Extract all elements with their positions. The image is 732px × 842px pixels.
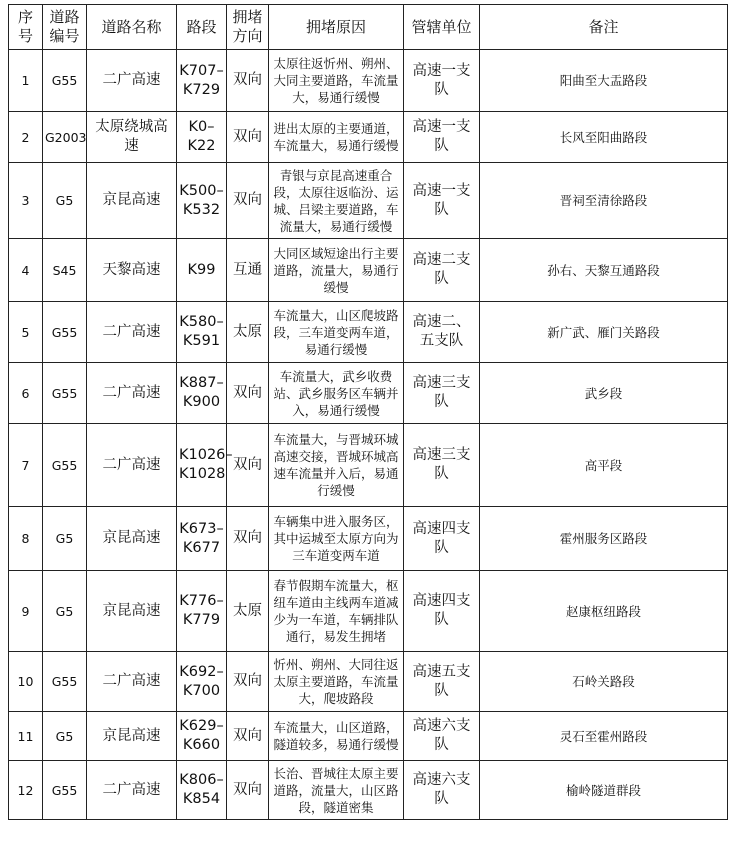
cell-segment: K776–K779 xyxy=(177,571,227,652)
header-direction: 拥堵方向 xyxy=(227,5,269,50)
cell-name: 天黎高速 xyxy=(87,239,177,302)
cell-name: 二广高速 xyxy=(87,302,177,363)
cell-no: 2 xyxy=(9,112,43,163)
cell-name: 二广高速 xyxy=(87,652,177,712)
cell-code: G2003 xyxy=(43,112,87,163)
cell-note: 高平段 xyxy=(480,424,728,507)
table-row xyxy=(9,571,728,652)
cell-reason: 春节假期车流量大，枢纽车道由主线两车道减少为一车道，车辆排队通行，易发生拥堵 xyxy=(269,571,404,652)
header-no: 序号 xyxy=(9,5,43,50)
cell-direction: 双向 xyxy=(227,652,269,712)
cell-unit: 高速三支队 xyxy=(404,363,480,424)
cell-segment: K887–K900 xyxy=(177,363,227,424)
table-row xyxy=(9,507,728,571)
cell-direction: 太原 xyxy=(227,302,269,363)
cell-direction: 双向 xyxy=(227,712,269,761)
cell-reason: 长治、晋城往太原主要道路，流量大，山区路段，隧道密集 xyxy=(269,761,404,820)
cell-no: 11 xyxy=(9,712,43,761)
table-row xyxy=(9,50,728,112)
cell-note: 晋祠至清徐路段 xyxy=(480,163,728,239)
cell-name: 二广高速 xyxy=(87,50,177,112)
cell-reason: 进出太原的主要通道，车流量大，易通行缓慢 xyxy=(269,112,404,163)
cell-direction: 互通 xyxy=(227,239,269,302)
cell-name: 二广高速 xyxy=(87,363,177,424)
table-row xyxy=(9,424,728,507)
cell-segment: K99 xyxy=(177,239,227,302)
table-row xyxy=(9,112,728,163)
cell-segment: K1026–K1028 xyxy=(177,424,227,507)
table-row xyxy=(9,302,728,363)
congestion-table xyxy=(8,4,728,820)
table-row xyxy=(9,761,728,820)
cell-unit: 高速一支队 xyxy=(404,50,480,112)
cell-reason: 忻州、朔州、大同往返太原主要道路，车流量大，爬坡路段 xyxy=(269,652,404,712)
header-unit: 管辖单位 xyxy=(404,5,480,50)
cell-unit: 高速三支队 xyxy=(404,424,480,507)
cell-direction: 双向 xyxy=(227,112,269,163)
cell-code: G5 xyxy=(43,712,87,761)
header-segment: 路段 xyxy=(177,5,227,50)
header-reason: 拥堵原因 xyxy=(269,5,404,50)
cell-no: 3 xyxy=(9,163,43,239)
cell-note: 新广武、雁门关路段 xyxy=(480,302,728,363)
cell-no: 8 xyxy=(9,507,43,571)
cell-segment: K806–K854 xyxy=(177,761,227,820)
header-name: 道路名称 xyxy=(87,5,177,50)
cell-unit: 高速四支队 xyxy=(404,571,480,652)
cell-segment: K500–K532 xyxy=(177,163,227,239)
cell-name: 京昆高速 xyxy=(87,712,177,761)
header-note: 备注 xyxy=(480,5,728,50)
cell-segment: K580–K591 xyxy=(177,302,227,363)
cell-name: 二广高速 xyxy=(87,424,177,507)
cell-segment: K692–K700 xyxy=(177,652,227,712)
cell-no: 9 xyxy=(9,571,43,652)
cell-note: 霍州服务区路段 xyxy=(480,507,728,571)
cell-no: 6 xyxy=(9,363,43,424)
table-row xyxy=(9,652,728,712)
cell-reason: 青银与京昆高速重合段，太原往返临汾、运城、吕梁主要道路，车流量大，易通行缓慢 xyxy=(269,163,404,239)
cell-code: S45 xyxy=(43,239,87,302)
table-row xyxy=(9,239,728,302)
cell-reason: 大同区域短途出行主要道路，流量大，易通行缓慢 xyxy=(269,239,404,302)
cell-direction: 双向 xyxy=(227,163,269,239)
cell-note: 长风至阳曲路段 xyxy=(480,112,728,163)
cell-code: G5 xyxy=(43,571,87,652)
table-row xyxy=(9,363,728,424)
cell-segment: K707–K729 xyxy=(177,50,227,112)
cell-code: G55 xyxy=(43,302,87,363)
cell-unit: 高速四支队 xyxy=(404,507,480,571)
cell-no: 10 xyxy=(9,652,43,712)
cell-no: 12 xyxy=(9,761,43,820)
cell-note: 石岭关路段 xyxy=(480,652,728,712)
cell-code: G55 xyxy=(43,363,87,424)
cell-note: 孙右、天黎互通路段 xyxy=(480,239,728,302)
cell-unit: 高速一支队 xyxy=(404,163,480,239)
cell-segment: K673–K677 xyxy=(177,507,227,571)
cell-segment: K629–K660 xyxy=(177,712,227,761)
cell-unit: 高速二支队 xyxy=(404,239,480,302)
cell-unit: 高速一支队 xyxy=(404,112,480,163)
cell-no: 7 xyxy=(9,424,43,507)
cell-segment: K0–K22 xyxy=(177,112,227,163)
cell-name: 京昆高速 xyxy=(87,507,177,571)
cell-code: G55 xyxy=(43,424,87,507)
cell-reason: 车流量大，武乡收费站、武乡服务区车辆并入，易通行缓慢 xyxy=(269,363,404,424)
cell-note: 武乡段 xyxy=(480,363,728,424)
header-row xyxy=(9,5,728,50)
cell-no: 5 xyxy=(9,302,43,363)
cell-code: G5 xyxy=(43,507,87,571)
cell-reason: 太原往返忻州、朔州、大同主要道路，车流量大，易通行缓慢 xyxy=(269,50,404,112)
cell-unit: 高速二、五支队 xyxy=(404,302,480,363)
cell-direction: 双向 xyxy=(227,363,269,424)
cell-direction: 双向 xyxy=(227,761,269,820)
cell-name: 太原绕城高速 xyxy=(87,112,177,163)
cell-direction: 双向 xyxy=(227,424,269,507)
cell-reason: 车辆集中进入服务区，其中运城至太原方向为三车道变两车道 xyxy=(269,507,404,571)
cell-code: G55 xyxy=(43,761,87,820)
cell-name: 京昆高速 xyxy=(87,571,177,652)
cell-note: 赵康枢纽路段 xyxy=(480,571,728,652)
cell-note: 灵石至霍州路段 xyxy=(480,712,728,761)
cell-unit: 高速六支队 xyxy=(404,761,480,820)
table-row xyxy=(9,163,728,239)
cell-unit: 高速五支队 xyxy=(404,652,480,712)
cell-direction: 双向 xyxy=(227,50,269,112)
cell-name: 京昆高速 xyxy=(87,163,177,239)
cell-reason: 车流量大，与晋城环城高速交接，晋城环城高速车流量并入后，易通行缓慢 xyxy=(269,424,404,507)
cell-note: 榆岭隧道群段 xyxy=(480,761,728,820)
cell-name: 二广高速 xyxy=(87,761,177,820)
table-row xyxy=(9,712,728,761)
cell-code: G55 xyxy=(43,50,87,112)
cell-reason: 车流量大，山区道路，隧道较多，易通行缓慢 xyxy=(269,712,404,761)
header-code: 道路编号 xyxy=(43,5,87,50)
cell-direction: 双向 xyxy=(227,507,269,571)
cell-code: G5 xyxy=(43,163,87,239)
cell-reason: 车流量大，山区爬坡路段，三车道变两车道，易通行缓慢 xyxy=(269,302,404,363)
cell-no: 4 xyxy=(9,239,43,302)
cell-direction: 太原 xyxy=(227,571,269,652)
cell-code: G55 xyxy=(43,652,87,712)
cell-no: 1 xyxy=(9,50,43,112)
cell-note: 阳曲至大盂路段 xyxy=(480,50,728,112)
cell-unit: 高速六支队 xyxy=(404,712,480,761)
